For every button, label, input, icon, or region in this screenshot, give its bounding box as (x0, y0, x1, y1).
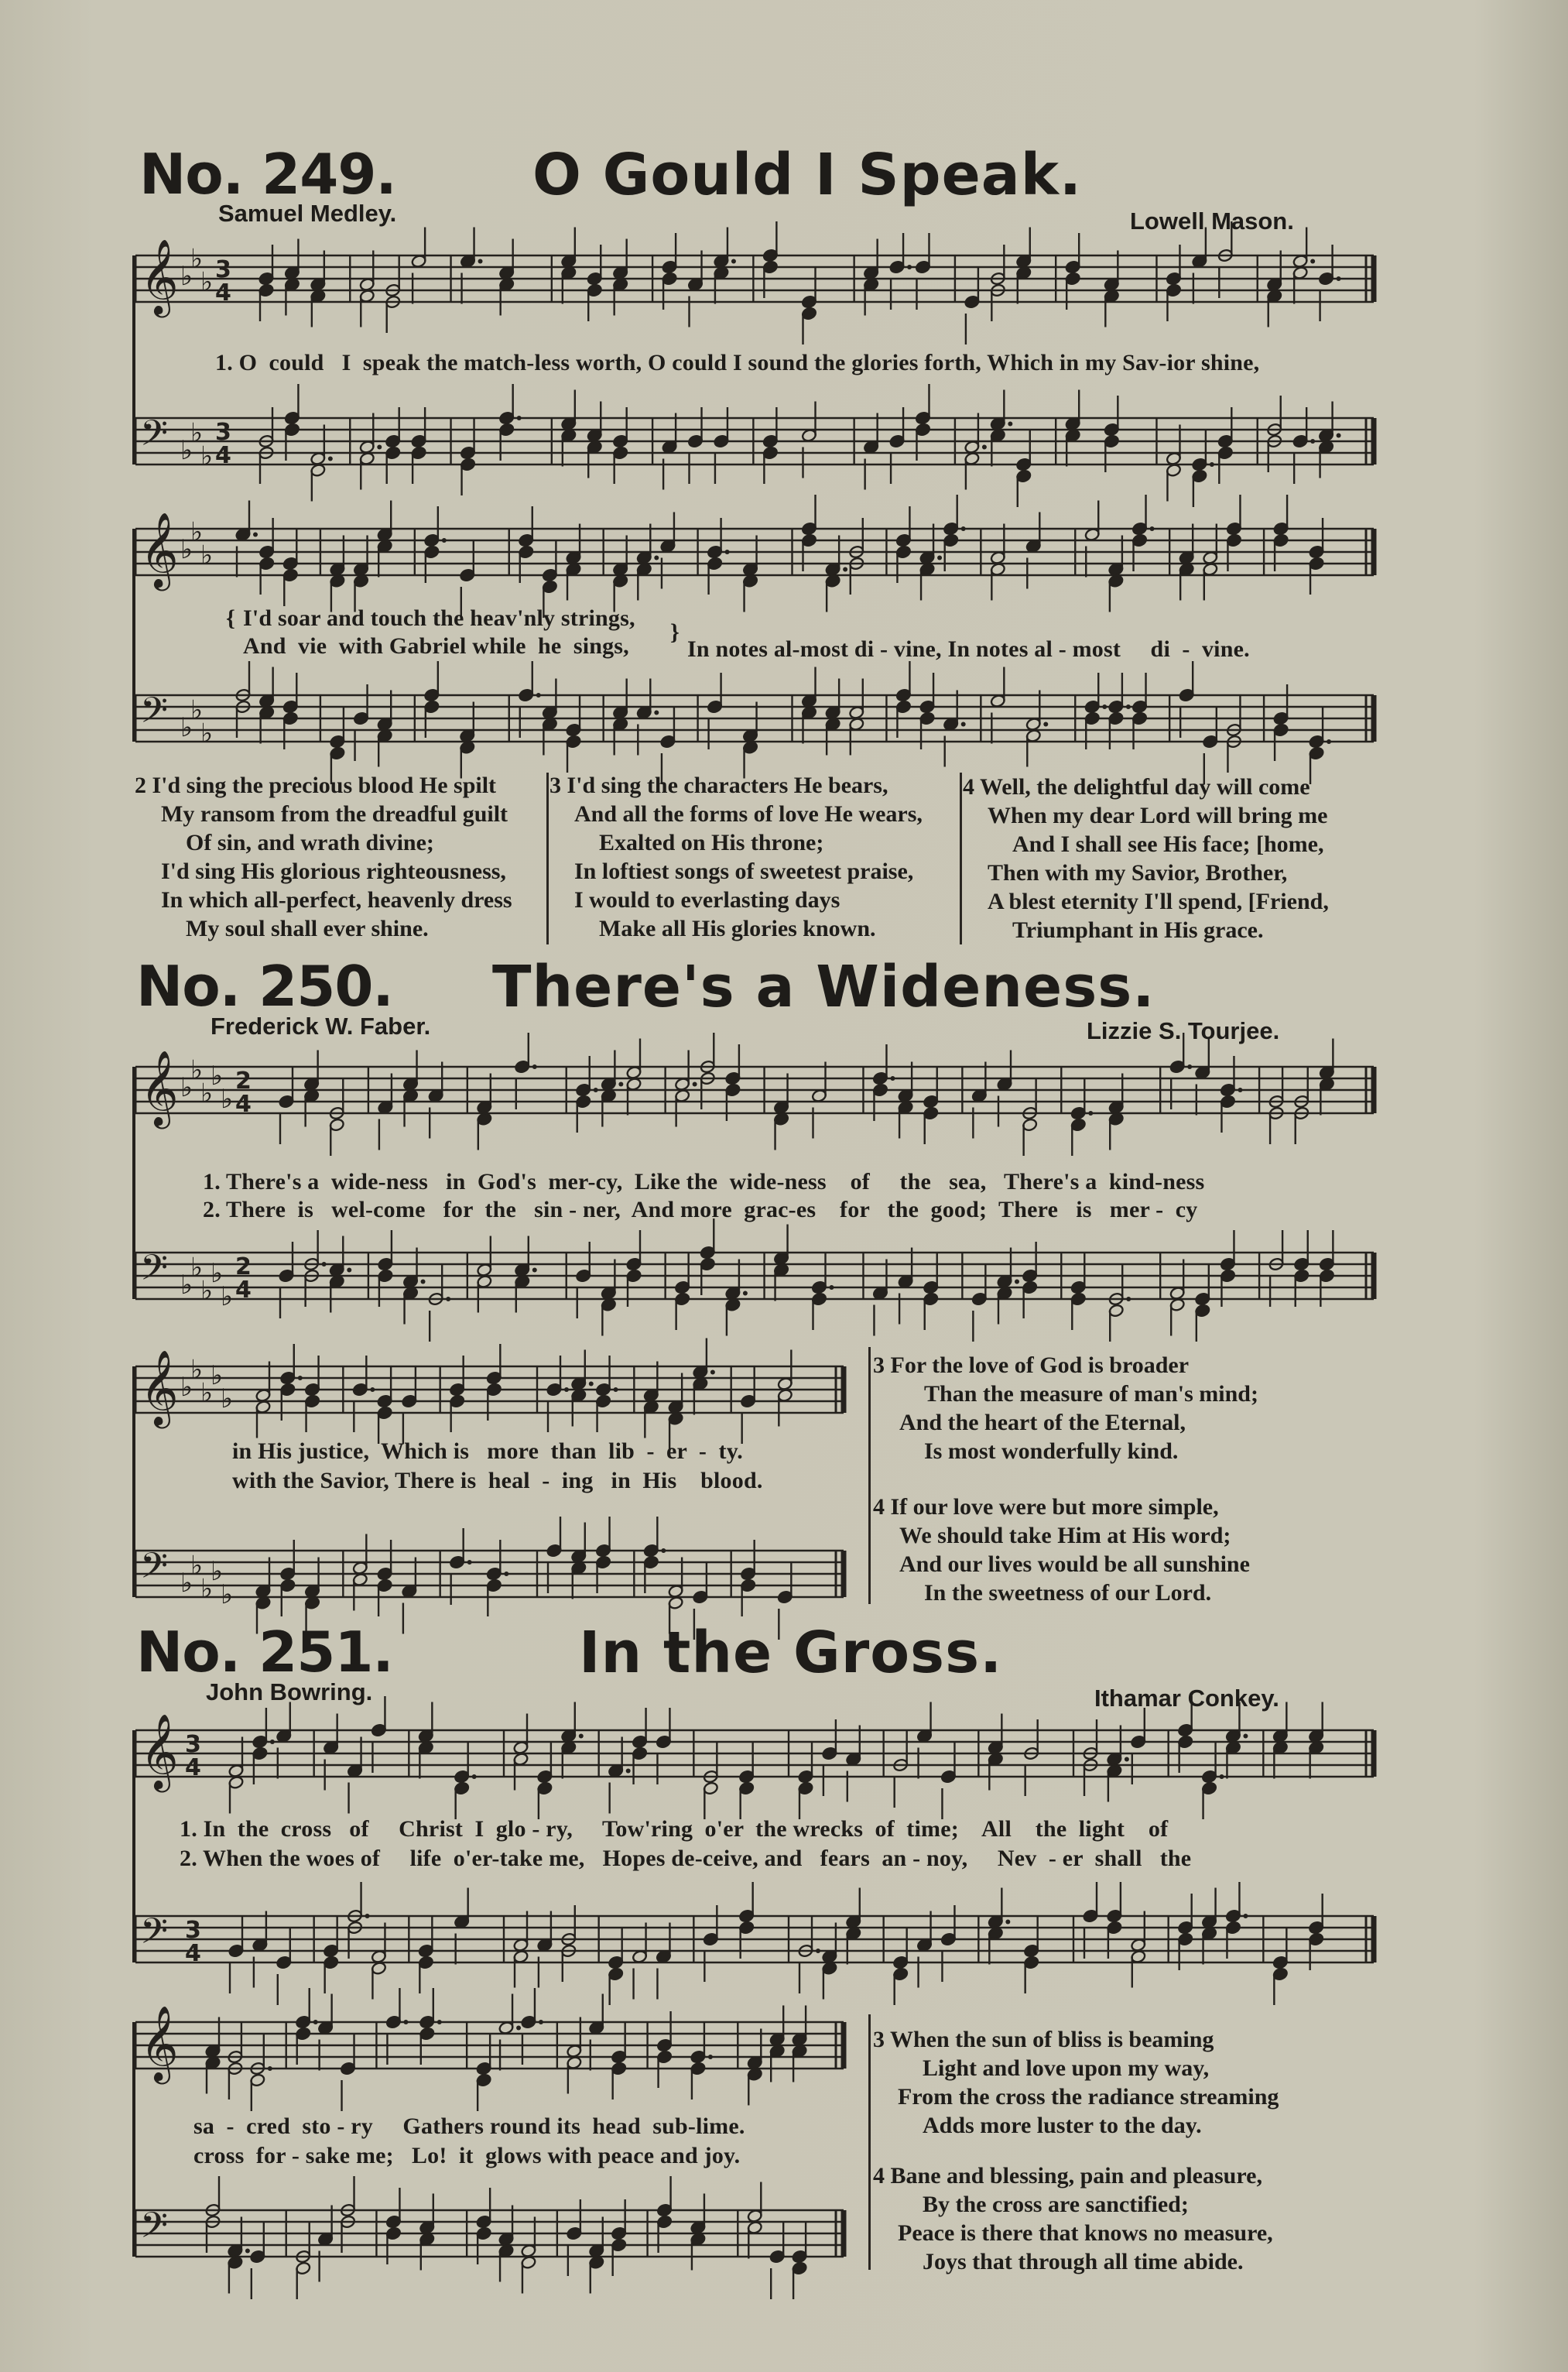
lyric-line: 1. O could I speak the match-less worth, O could I sound the glories forth, Which in my Sav-ior shine, (215, 350, 1260, 375)
hymn-number: No. 249. (139, 142, 396, 207)
dot (710, 1370, 715, 1375)
flat-icon: ♭ (221, 1281, 234, 1312)
dot (403, 2020, 408, 2024)
hymn-author: Samuel Medley. (218, 200, 397, 227)
flat-icon: ♭ (180, 261, 193, 292)
dot (1337, 276, 1341, 281)
lyric-line: In notes al-most di - vine, In notes al - most di - vine. (687, 636, 1250, 662)
flat-icon: ♭ (190, 1354, 204, 1386)
dot (268, 2066, 272, 2071)
dot (982, 445, 987, 450)
time-signature: 4 (235, 1091, 252, 1118)
dot (1337, 434, 1341, 438)
dot (961, 722, 966, 727)
time-signature: 4 (215, 442, 231, 469)
dot (442, 538, 447, 543)
dot (536, 693, 541, 698)
flat-icon: ♭ (180, 534, 193, 565)
dot (467, 1560, 472, 1565)
dot (322, 1262, 327, 1267)
treble-clef-icon: 𝄞 (140, 1349, 179, 1425)
flat-icon: ♭ (180, 712, 193, 743)
dot (298, 1376, 303, 1380)
dot (347, 1268, 351, 1273)
dot (654, 711, 659, 715)
flat-icon: ♭ (200, 1275, 214, 1307)
dot (1126, 704, 1131, 709)
hymn-composer: Lowell Mason. (1130, 207, 1294, 235)
time-signature: 2 (235, 1253, 252, 1280)
dot (472, 1774, 477, 1779)
dot (1008, 422, 1012, 427)
hymn-composer: Ithamar Conkey. (1094, 1685, 1279, 1712)
dot (1310, 439, 1315, 444)
hymn-author: Frederick W. Faber. (211, 1013, 431, 1040)
dot (1150, 526, 1155, 531)
dot (1187, 1064, 1192, 1069)
treble-clef-icon: 𝄞 (140, 2005, 179, 2081)
hymn-title: There's a Wideness. (492, 954, 1155, 1020)
bass-clef-icon: 𝄢 (140, 1545, 169, 1596)
dot (517, 416, 522, 420)
flat-icon: ♭ (211, 1061, 224, 1092)
dot (1126, 1297, 1131, 1301)
lyric-line: 1. In the cross of Christ I glo - ry, Tow'ring o'er the wrecks of time; All the light of (180, 1816, 1169, 1842)
dot (907, 265, 912, 269)
flat-icon: ♭ (180, 1372, 193, 1403)
treble-clef-icon: 𝄞 (140, 238, 179, 314)
dot (365, 1914, 370, 1918)
flat-icon: ♭ (221, 1579, 234, 1610)
dot (446, 1297, 450, 1301)
bass-clef-icon: 𝄢 (140, 413, 169, 463)
dot (370, 1387, 375, 1392)
lyric-line: in His justice, Which is more than lib - er - ty. (232, 1438, 743, 1464)
flat-icon: ♭ (200, 266, 214, 298)
dot (937, 556, 942, 560)
flat-icon: ♭ (200, 718, 214, 749)
dot (516, 2026, 521, 2031)
verse-4: 4 Bane and blessing, pain and pleasure, By the cross are sanctified; Peace is there that knows no measure, Joys that through all time abide. (873, 2163, 1273, 2274)
flat-icon: ♭ (180, 1270, 193, 1301)
lyric-line: 2. When the woes of life o'er-take me, Hopes de-ceive, and fears an - noy, Nev - er shall the (180, 1846, 1192, 1871)
dot (830, 1285, 834, 1290)
flat-icon: ♭ (190, 1550, 204, 1582)
dot (816, 1949, 820, 1953)
flat-icon: ♭ (211, 1556, 224, 1587)
time-signature: 2 (235, 1068, 252, 1095)
flat-icon: ♭ (200, 1078, 214, 1109)
dot (270, 1740, 275, 1744)
verse-4: 4 Well, the delightful day will come When my dear Lord will bring me And I shall see His face; [home, Then with my Savior, Brother, A blest eternity I'll spend, [Friend, Triumphant in His grace. (963, 774, 1329, 943)
time-signature: 4 (185, 1754, 201, 1781)
verse-3: 3 When the sun of bliss is beaming Light and love upon my way, From the cross the radiance streaming Adds more luster to the day. (873, 2027, 1279, 2138)
flat-icon: ♭ (200, 540, 214, 571)
hymn-composer: Lizzie S. Tourjee. (1087, 1017, 1280, 1044)
flat-icon: ♭ (221, 1383, 234, 1414)
dot (1243, 1734, 1248, 1739)
hymn-title: O Gould I Speak. (532, 142, 1083, 208)
dot (1102, 704, 1107, 709)
dot (743, 1291, 748, 1296)
lyric-line: sa - cred sto - ry Gathers round its head sub-lime. (193, 2113, 745, 2139)
flat-icon: ♭ (190, 516, 204, 548)
dot (478, 259, 483, 264)
flat-icon: ♭ (180, 435, 193, 466)
bass-clef-icon: 𝄢 (140, 1247, 169, 1297)
dot (253, 533, 258, 537)
flat-icon: ♭ (200, 440, 214, 472)
dot (731, 259, 736, 264)
hymn-title: In the Gross. (579, 1620, 1003, 1686)
time-signature: 3 (215, 256, 231, 283)
time-signature: 4 (235, 1277, 252, 1304)
dot (504, 1572, 508, 1576)
flat-icon: ♭ (211, 1360, 224, 1391)
hymn-author: John Bowring. (206, 1678, 373, 1705)
dot (725, 550, 730, 554)
dot (961, 526, 966, 531)
dot (313, 2020, 318, 2024)
treble-clef-icon: 𝄞 (140, 512, 179, 588)
treble-clef-icon: 𝄞 (140, 1050, 179, 1126)
lyric-line: I'd soar and touch the heav'nly strings, (243, 605, 635, 631)
bass-clef-icon: 𝄢 (140, 690, 169, 740)
dot (626, 1769, 631, 1774)
bass-clef-icon: 𝄢 (140, 1911, 169, 1961)
verse-divider (960, 773, 962, 944)
dot (661, 1548, 666, 1553)
time-signature: 4 (185, 1940, 201, 1967)
dot (377, 445, 382, 450)
lyric-line: { (226, 605, 236, 631)
dot (618, 1082, 623, 1087)
flat-icon: ♭ (211, 1258, 224, 1289)
dot (532, 1064, 537, 1069)
treble-clef-icon: 𝄞 (140, 1713, 179, 1789)
bass-clef-icon: 𝄢 (140, 2205, 169, 2255)
verse-3: 3 For the love of God is broader Than the measure of man's mind; And the heart of the Eternal, Is most wonderfully kind. (873, 1352, 1258, 1464)
dot (245, 2249, 250, 2254)
flat-icon: ♭ (200, 1377, 214, 1409)
dot (693, 1082, 697, 1087)
dot (1238, 1088, 1242, 1092)
flat-icon: ♭ (180, 1072, 193, 1103)
flat-icon: ♭ (190, 243, 204, 275)
lyric-line: with the Savior, There is heal - ing in His blood. (232, 1468, 763, 1493)
flat-icon: ♭ (190, 417, 204, 449)
time-signature: 3 (185, 1917, 201, 1944)
time-signature: 4 (215, 279, 231, 307)
lyric-line: } (670, 619, 680, 645)
dot (1125, 1757, 1129, 1762)
dot (614, 1387, 618, 1392)
time-signature: 3 (215, 419, 231, 446)
dot (421, 1280, 426, 1284)
dot (532, 1268, 537, 1273)
dot (589, 1382, 594, 1387)
dot (1015, 1280, 1019, 1284)
flat-icon: ♭ (190, 694, 204, 726)
lyric-line: 2. There is wel-come for the sin - ner, And more grac-es for the good; There is mer - cy (203, 1197, 1198, 1222)
dot (1327, 739, 1331, 744)
flat-icon: ♭ (180, 1568, 193, 1599)
dot (1310, 259, 1315, 264)
dot (1043, 722, 1048, 727)
lyric-line: 1. There's a wide-ness in God's mer-cy, Like the wide-ness of the sea, There's a kind-ness (203, 1169, 1205, 1195)
verse-4: 4 If our love were but more simple, We should take Him at His word; And our lives would be all sunshine In the sweetness of our Lord. (873, 1494, 1250, 1606)
flat-icon: ♭ (190, 1054, 204, 1086)
dot (328, 457, 333, 461)
dot (890, 1076, 895, 1081)
dot (594, 1088, 598, 1092)
dot (1088, 1111, 1093, 1116)
dot (437, 2020, 442, 2024)
hymn-number: No. 251. (136, 1620, 393, 1685)
time-signature: 3 (185, 1731, 201, 1758)
dot (654, 556, 659, 560)
verse-3: 3 I'd sing the characters He bears, And all the forms of love He wears, Exalted on His throne; In loftiest songs of sweetest praise, I would to everlasting days Make all His glories known. (549, 773, 923, 941)
lyric-line: And vie with Gabriel while he sings, (243, 633, 629, 659)
lyric-line: cross for - sake me; Lo! it glows with peace and joy. (193, 2143, 741, 2168)
dot (708, 2055, 713, 2059)
verse-divider (868, 1347, 871, 1604)
verse-divider (868, 2014, 871, 2270)
dot (1243, 1914, 1248, 1918)
dot (1220, 1774, 1224, 1779)
dot (843, 567, 847, 572)
flat-icon: ♭ (190, 1252, 204, 1284)
verse-2: 2 I'd sing the precious blood He spilt My ransom from the dreadful guilt Of sin, and wrath divine; I'd sing His glorious righteousness, In which all-perfect, heavenly dress My soul shall ever shine. (135, 773, 512, 941)
flat-icon: ♭ (200, 1573, 214, 1605)
dot (1005, 1920, 1010, 1925)
dot (579, 1734, 584, 1739)
flat-icon: ♭ (221, 1084, 234, 1115)
dot (564, 1387, 569, 1392)
dot (1210, 462, 1214, 467)
dot (539, 2020, 543, 2024)
verse-divider (546, 773, 549, 944)
hymn-number: No. 250. (136, 954, 393, 1019)
